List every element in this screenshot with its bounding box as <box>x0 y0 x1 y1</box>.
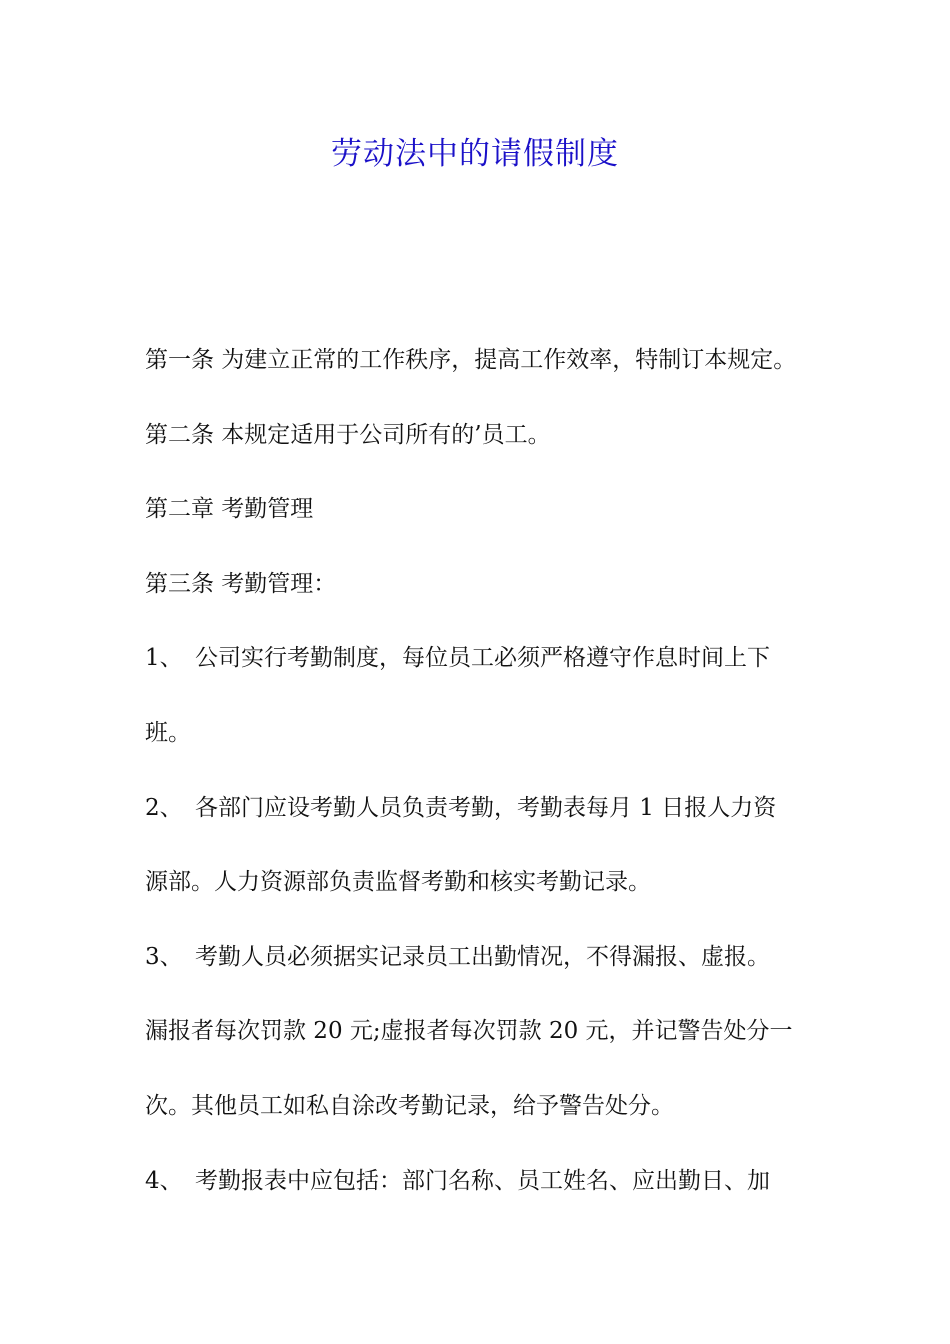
article-1 <box>145 338 825 413</box>
document-body <box>145 338 825 1233</box>
line-text: 第二条 本规定适用于公司所有的’员工。 <box>145 421 551 448</box>
item-1-line-1 <box>145 636 825 711</box>
line-text: 第三条 考勤管理： <box>145 570 337 597</box>
item-2-line-1 <box>145 786 825 861</box>
line-text: 第一条 为建立正常的工作秩序，提高工作效率，特制订本规定。 <box>145 347 797 373</box>
article-2 <box>145 413 825 488</box>
item-2-line-2 <box>145 860 825 935</box>
line-text: 各部门应设考勤人员负责考勤，考勤表每月 1 日报人力资 <box>195 794 777 821</box>
line-text: 考勤报表中应包括：部门名称、员工姓名、应出勤日、加 <box>195 1167 770 1194</box>
line-text: 公司实行考勤制度，每位员工必须严格遵守作息时间上下 <box>195 645 770 672</box>
line-text: 漏报者每次罚款 20 元;虚报者每次罚款 20 元，并记警告处分一 <box>145 1018 793 1045</box>
line-text: 第二章 考勤管理 <box>145 496 314 523</box>
item-1-line-2 <box>145 711 825 786</box>
article-3 <box>145 562 825 637</box>
document-title: 劳动法中的请假制度 <box>331 136 619 172</box>
item-4-line-1 <box>145 1159 825 1234</box>
line-text: 考勤人员必须据实记录员工出勤情况，不得漏报、虚报。 <box>195 943 770 970</box>
line-text: 班。 <box>145 719 191 746</box>
item-number: 1、 <box>145 645 183 672</box>
item-3-line-2 <box>145 1009 825 1084</box>
chapter-2-heading <box>145 487 825 562</box>
item-number: 2、 <box>145 794 183 821</box>
item-3-line-1 <box>145 935 825 1010</box>
line-text: 次。其他员工如私自涂改考勤记录，给予警告处分。 <box>145 1092 674 1119</box>
item-number: 3、 <box>145 943 183 970</box>
item-3-line-3 <box>145 1084 825 1159</box>
line-text: 源部。人力资源部负责监督考勤和核实考勤记录。 <box>145 869 651 896</box>
item-number: 4、 <box>145 1167 183 1194</box>
